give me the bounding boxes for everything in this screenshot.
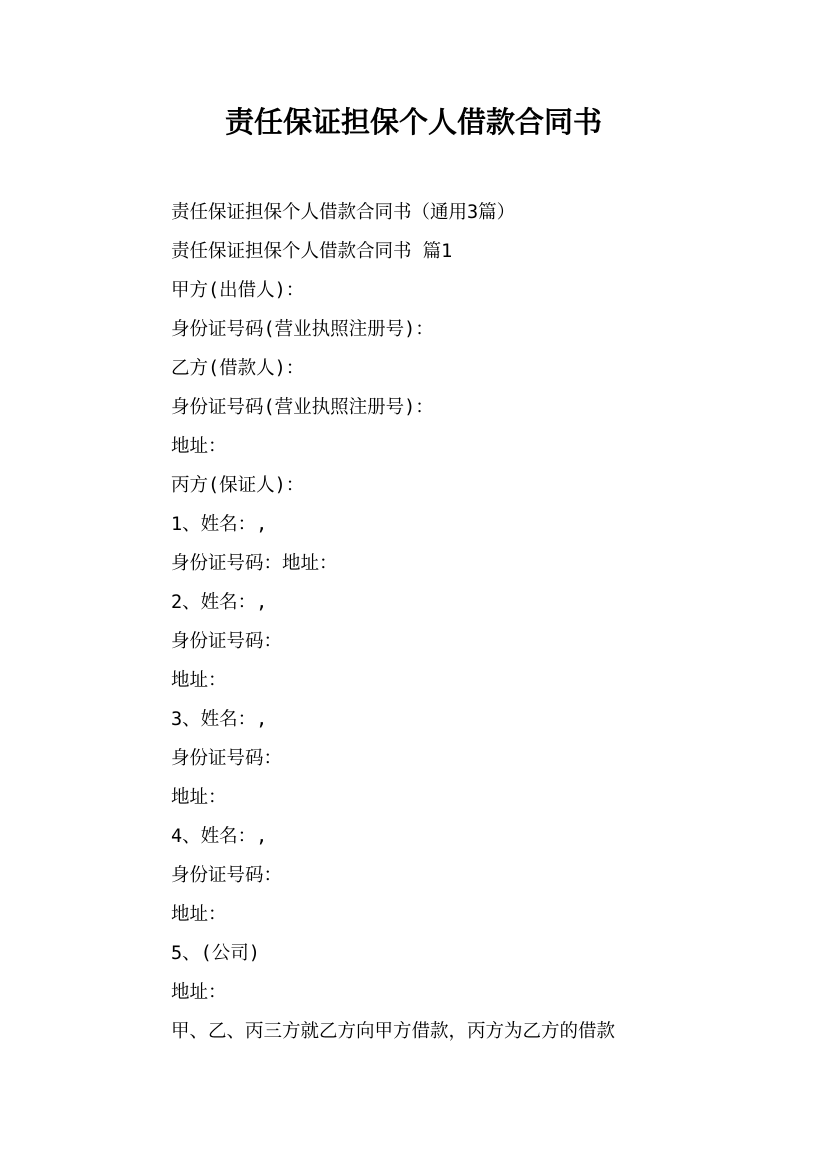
guarantor-4-name: 4、姓名：,	[171, 826, 268, 847]
guarantor-4-address: 地址：	[171, 904, 227, 925]
guarantor-1-id-address: 身份证号码：地址：	[171, 553, 338, 574]
guarantor-3-name: 3、姓名：,	[171, 709, 268, 730]
section-heading: 责任保证担保个人借款合同书 篇1	[171, 241, 453, 262]
guarantor-2-name: 2、姓名：,	[171, 592, 268, 613]
guarantor-5-company: 5、(公司)	[171, 943, 260, 964]
party-a-id-label: 身份证号码(营业执照注册号)：	[171, 319, 434, 340]
body-paragraph-line: 甲、乙、丙三方就乙方向甲方借款，丙方为乙方的借款	[171, 1021, 616, 1042]
guarantor-3-id: 身份证号码：	[171, 748, 283, 769]
party-b-id-label: 身份证号码(营业执照注册号)：	[171, 397, 434, 418]
guarantor-3-address: 地址：	[171, 787, 227, 808]
guarantor-2-address: 地址：	[171, 670, 227, 691]
guarantor-4-id: 身份证号码：	[171, 865, 283, 886]
guarantor-5-address: 地址：	[171, 982, 227, 1003]
document-title: 责任保证担保个人借款合同书	[224, 105, 602, 139]
subtitle-line: 责任保证担保个人借款合同书（通用3篇）	[171, 202, 516, 223]
guarantor-1-name: 1、姓名：,	[171, 514, 268, 535]
party-b-label: 乙方(借款人)：	[171, 358, 305, 379]
party-b-address-label: 地址：	[171, 436, 227, 457]
party-a-label: 甲方(出借人)：	[171, 280, 305, 301]
document-body	[171, 193, 771, 1051]
party-c-label: 丙方(保证人)：	[171, 475, 305, 496]
guarantor-2-id: 身份证号码：	[171, 631, 283, 652]
